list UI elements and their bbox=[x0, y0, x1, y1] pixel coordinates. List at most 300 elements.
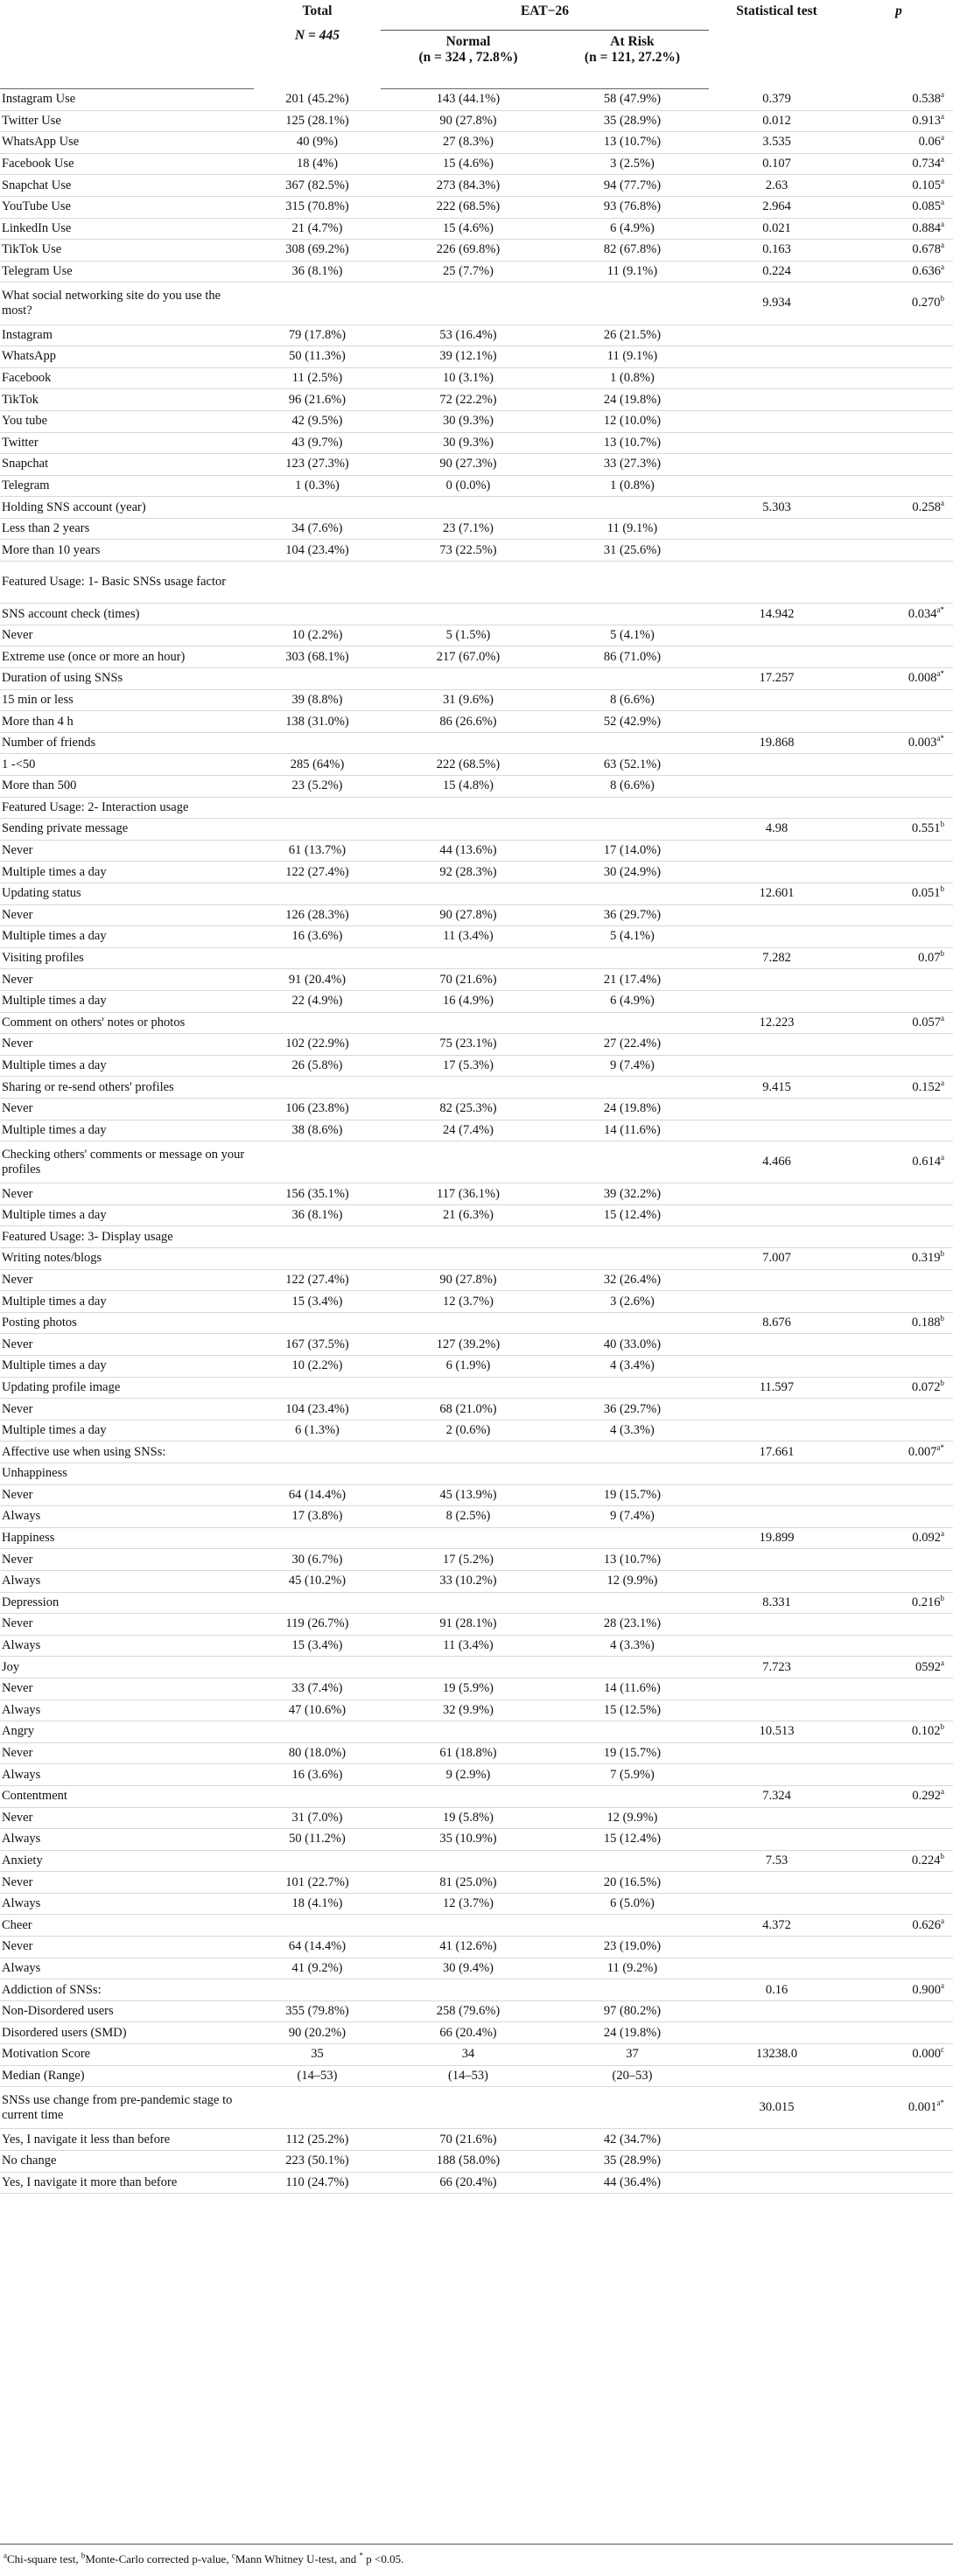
cell-p-value bbox=[844, 1055, 953, 1077]
cell-normal bbox=[381, 1377, 556, 1399]
cell-p-value bbox=[844, 604, 953, 625]
table-row bbox=[0, 990, 953, 1012]
row-label: Always bbox=[0, 1893, 254, 1915]
p-value-superscript: b bbox=[940, 820, 944, 829]
cell-total bbox=[254, 1850, 381, 1872]
p-value-text: 0.626 bbox=[912, 1917, 941, 1932]
cell-stat-test bbox=[709, 2000, 844, 2022]
cell-stat-test bbox=[709, 518, 844, 540]
cell-atrisk bbox=[556, 1077, 709, 1099]
cell-stat-test: 0.107 bbox=[709, 153, 844, 175]
row-label: Yes, I navigate it less than before bbox=[0, 2129, 254, 2151]
table-row bbox=[0, 1958, 953, 1979]
cell-p-value bbox=[844, 1484, 953, 1506]
cell-stat-test: 5.303 bbox=[709, 497, 844, 519]
p-value-superscript: b bbox=[940, 1594, 944, 1603]
row-label: Telegram bbox=[0, 475, 254, 497]
p-value-superscript: a bbox=[941, 1014, 944, 1023]
cell-normal: 10 (3.1%) bbox=[381, 367, 556, 389]
row-label: Multiple times a day bbox=[0, 1055, 254, 1077]
cell-atrisk: 3 (2.5%) bbox=[556, 153, 709, 175]
row-label: Facebook bbox=[0, 367, 254, 389]
cell-atrisk: 19 (15.7%) bbox=[556, 1484, 709, 1506]
cell-total bbox=[254, 1721, 381, 1743]
cell-total: 201 (45.2%) bbox=[254, 89, 381, 111]
cell-p-value bbox=[844, 1570, 953, 1592]
cell-total: 104 (23.4%) bbox=[254, 540, 381, 562]
row-label: Always bbox=[0, 1506, 254, 1528]
cell-p-value bbox=[844, 1614, 953, 1636]
cell-normal bbox=[381, 947, 556, 969]
cell-normal: 70 (21.6%) bbox=[381, 2129, 556, 2151]
table-row bbox=[0, 776, 953, 798]
cell-p-value bbox=[844, 475, 953, 497]
cell-stat-test: 19.868 bbox=[709, 732, 844, 754]
cell-atrisk: 13 (10.7%) bbox=[556, 132, 709, 154]
cell-total: 122 (27.4%) bbox=[254, 862, 381, 883]
p-value-text: 0.06 bbox=[918, 135, 941, 150]
cell-normal bbox=[381, 1850, 556, 1872]
row-label: Always bbox=[0, 1570, 254, 1592]
cell-total: 39 (8.8%) bbox=[254, 689, 381, 711]
cell-total: 23 (5.2%) bbox=[254, 776, 381, 798]
cell-p-value bbox=[844, 1248, 953, 1270]
cell-p-value bbox=[844, 1807, 953, 1829]
row-label: Multiple times a day bbox=[0, 926, 254, 948]
cell-normal: 5 (1.5%) bbox=[381, 625, 556, 646]
cell-p-value bbox=[844, 754, 953, 776]
cell-normal bbox=[381, 1312, 556, 1334]
row-label: Never bbox=[0, 1937, 254, 1958]
cell-atrisk: 8 (6.6%) bbox=[556, 689, 709, 711]
cell-normal: 2 (0.6%) bbox=[381, 1420, 556, 1442]
p-value-superscript: b bbox=[940, 1379, 944, 1388]
table-row bbox=[0, 2044, 953, 2066]
cell-normal: 68 (21.0%) bbox=[381, 1399, 556, 1421]
cell-p-value bbox=[844, 2065, 953, 2087]
header-atrisk-n: (n = 121, 27.2%) bbox=[584, 50, 681, 65]
cell-normal: 73 (22.5%) bbox=[381, 540, 556, 562]
cell-p-value bbox=[844, 432, 953, 454]
cell-stat-test bbox=[709, 410, 844, 432]
table-row bbox=[0, 240, 953, 262]
cell-p-value bbox=[844, 283, 953, 325]
header-normal-label: Normal bbox=[445, 34, 491, 49]
cell-normal: 90 (27.8%) bbox=[381, 904, 556, 926]
cell-total: 50 (11.2%) bbox=[254, 1829, 381, 1851]
cell-total: 125 (28.1%) bbox=[254, 110, 381, 132]
cell-atrisk bbox=[556, 668, 709, 690]
cell-atrisk: 6 (5.0%) bbox=[556, 1893, 709, 1915]
cell-p-value bbox=[844, 240, 953, 262]
cell-atrisk: 15 (12.5%) bbox=[556, 1700, 709, 1721]
cell-atrisk: 37 bbox=[556, 2044, 709, 2066]
cell-stat-test: 0.021 bbox=[709, 218, 844, 240]
cell-normal: 33 (10.2%) bbox=[381, 1570, 556, 1592]
cell-stat-test bbox=[709, 1807, 844, 1829]
table-row bbox=[0, 1356, 953, 1378]
cell-normal: 32 (9.9%) bbox=[381, 1700, 556, 1721]
cell-atrisk: 40 (33.0%) bbox=[556, 1334, 709, 1356]
cell-total: 22 (4.9%) bbox=[254, 990, 381, 1012]
p-value-superscript: b bbox=[940, 1314, 944, 1323]
cell-stat-test bbox=[709, 2129, 844, 2151]
p-value-superscript: a bbox=[941, 1787, 944, 1797]
cell-stat-test: 9.415 bbox=[709, 1077, 844, 1099]
cell-normal: 86 (26.6%) bbox=[381, 711, 556, 733]
row-label: Multiple times a day bbox=[0, 1356, 254, 1378]
cell-total: 355 (79.8%) bbox=[254, 2000, 381, 2022]
cell-atrisk: 35 (28.9%) bbox=[556, 110, 709, 132]
table-row bbox=[0, 497, 953, 519]
cell-total: 104 (23.4%) bbox=[254, 1399, 381, 1421]
cell-total bbox=[254, 1785, 381, 1807]
cell-atrisk: 12 (9.9%) bbox=[556, 1807, 709, 1829]
cell-atrisk: 93 (76.8%) bbox=[556, 196, 709, 218]
table-row bbox=[0, 969, 953, 991]
cell-normal: 11 (3.4%) bbox=[381, 1635, 556, 1657]
cell-atrisk bbox=[556, 604, 709, 625]
table-row bbox=[0, 1807, 953, 1829]
cell-total: 101 (22.7%) bbox=[254, 1872, 381, 1894]
cell-atrisk: 39 (32.2%) bbox=[556, 1183, 709, 1205]
cell-p-value bbox=[844, 1764, 953, 1786]
header-label-blank bbox=[0, 0, 254, 31]
cell-normal: 12 (3.7%) bbox=[381, 1291, 556, 1313]
table-row bbox=[0, 1785, 953, 1807]
table-row bbox=[0, 410, 953, 432]
cell-total bbox=[254, 1012, 381, 1034]
p-value-text: 0.900 bbox=[912, 1982, 941, 1997]
row-label: 15 min or less bbox=[0, 689, 254, 711]
row-label: Extreme use (once or more an hour) bbox=[0, 646, 254, 668]
table-row bbox=[0, 367, 953, 389]
cell-normal: 91 (28.1%) bbox=[381, 1614, 556, 1636]
row-label: Joy bbox=[0, 1657, 254, 1679]
cell-stat-test bbox=[709, 562, 844, 604]
cell-normal bbox=[381, 1463, 556, 1485]
p-value-text: 0.092 bbox=[912, 1531, 941, 1546]
cell-normal: 72 (22.2%) bbox=[381, 389, 556, 411]
cell-stat-test bbox=[709, 1226, 844, 1248]
cell-stat-test bbox=[709, 1570, 844, 1592]
row-label: No change bbox=[0, 2151, 254, 2173]
cell-stat-test bbox=[709, 689, 844, 711]
cell-total: 96 (21.6%) bbox=[254, 389, 381, 411]
table-row bbox=[0, 2151, 953, 2173]
p-value-superscript: a bbox=[941, 133, 944, 143]
cell-atrisk: 30 (24.9%) bbox=[556, 862, 709, 883]
p-value-superscript: a bbox=[941, 1916, 944, 1925]
cell-stat-test: 11.597 bbox=[709, 1377, 844, 1399]
cell-atrisk: 11 (9.1%) bbox=[556, 346, 709, 368]
p-value-text: 0.085 bbox=[912, 199, 941, 214]
table-row bbox=[0, 1248, 953, 1270]
cell-normal bbox=[381, 797, 556, 819]
p-value-superscript: b bbox=[940, 949, 944, 959]
row-label: Twitter Use bbox=[0, 110, 254, 132]
cell-normal: 81 (25.0%) bbox=[381, 1872, 556, 1894]
cell-p-value bbox=[844, 1377, 953, 1399]
cell-normal: 19 (5.9%) bbox=[381, 1678, 556, 1700]
table-row bbox=[0, 646, 953, 668]
p-value-text: 0.102 bbox=[911, 1724, 941, 1739]
cell-stat-test bbox=[709, 646, 844, 668]
cell-p-value bbox=[844, 1291, 953, 1313]
cell-stat-test bbox=[709, 1829, 844, 1851]
row-label: Anxiety bbox=[0, 1850, 254, 1872]
table-row bbox=[0, 1334, 953, 1356]
cell-atrisk: 27 (22.4%) bbox=[556, 1034, 709, 1056]
row-label: Always bbox=[0, 1700, 254, 1721]
table-row bbox=[0, 283, 953, 325]
p-value-superscript: b bbox=[940, 884, 944, 894]
header-p bbox=[844, 0, 953, 89]
p-value-text: 0.884 bbox=[912, 220, 941, 235]
row-label: Instagram bbox=[0, 325, 254, 346]
row-label: Sending private message bbox=[0, 819, 254, 841]
cell-stat-test bbox=[709, 540, 844, 562]
row-label: Multiple times a day bbox=[0, 862, 254, 883]
cell-normal bbox=[381, 1592, 556, 1614]
cell-total: 1 (0.3%) bbox=[254, 475, 381, 497]
cell-total: 102 (22.9%) bbox=[254, 1034, 381, 1056]
p-value-superscript: a bbox=[941, 1529, 944, 1539]
p-value-text: 0.034 bbox=[907, 606, 937, 621]
row-label: You tube bbox=[0, 410, 254, 432]
cell-atrisk: 14 (11.6%) bbox=[556, 1678, 709, 1700]
table-row bbox=[0, 1893, 953, 1915]
cell-p-value bbox=[844, 1226, 953, 1248]
row-label: Snapchat Use bbox=[0, 175, 254, 197]
cell-total bbox=[254, 1377, 381, 1399]
cell-atrisk: 44 (36.4%) bbox=[556, 2172, 709, 2194]
cell-stat-test: 9.934 bbox=[709, 283, 844, 325]
cell-total: 138 (31.0%) bbox=[254, 711, 381, 733]
cell-atrisk: 13 (10.7%) bbox=[556, 432, 709, 454]
p-value-superscript: b bbox=[940, 1852, 944, 1861]
cell-total bbox=[254, 1442, 381, 1463]
cell-p-value bbox=[844, 969, 953, 991]
cell-p-value bbox=[844, 1742, 953, 1764]
p-value-superscript: a bbox=[941, 1153, 944, 1162]
cell-total bbox=[254, 497, 381, 519]
row-label: Never bbox=[0, 1034, 254, 1056]
p-value-text: 0.152 bbox=[912, 1079, 941, 1094]
p-value-text: 0.270 bbox=[911, 296, 941, 311]
cell-total: 106 (23.8%) bbox=[254, 1098, 381, 1120]
table-row bbox=[0, 840, 953, 862]
row-label: Always bbox=[0, 1635, 254, 1657]
cell-atrisk: 21 (17.4%) bbox=[556, 969, 709, 991]
cell-total bbox=[254, 562, 381, 604]
cell-p-value bbox=[844, 261, 953, 283]
p-value-superscript: a bbox=[941, 241, 944, 250]
cell-total bbox=[254, 1527, 381, 1549]
cell-total: 21 (4.7%) bbox=[254, 218, 381, 240]
cell-p-value bbox=[844, 1527, 953, 1549]
cell-atrisk bbox=[556, 2087, 709, 2129]
table-row bbox=[0, 562, 953, 604]
row-label: Instagram Use bbox=[0, 89, 254, 111]
cell-p-value bbox=[844, 689, 953, 711]
p-value-superscript: c bbox=[941, 2045, 944, 2055]
cell-normal: 258 (79.6%) bbox=[381, 2000, 556, 2022]
cell-normal: 9 (2.9%) bbox=[381, 1764, 556, 1786]
p-value-superscript: b bbox=[940, 294, 944, 304]
cell-p-value bbox=[844, 1979, 953, 2001]
cell-p-value bbox=[844, 947, 953, 969]
row-label: Depression bbox=[0, 1592, 254, 1614]
p-value-text: 0.734 bbox=[912, 157, 941, 171]
cell-atrisk: 82 (67.8%) bbox=[556, 240, 709, 262]
cell-stat-test bbox=[709, 1678, 844, 1700]
cell-p-value bbox=[844, 562, 953, 604]
cell-normal: 222 (68.5%) bbox=[381, 754, 556, 776]
table-row bbox=[0, 1657, 953, 1679]
cell-normal bbox=[381, 1248, 556, 1270]
p-value-text: 0.001 bbox=[907, 2100, 937, 2115]
p-value-text: 0.072 bbox=[911, 1379, 941, 1394]
cell-atrisk bbox=[556, 1915, 709, 1937]
table-row bbox=[0, 904, 953, 926]
table-row bbox=[0, 261, 953, 283]
cell-normal: 35 (10.9%) bbox=[381, 1829, 556, 1851]
cell-normal: 0 (0.0%) bbox=[381, 475, 556, 497]
table-row bbox=[0, 883, 953, 904]
cell-stat-test bbox=[709, 990, 844, 1012]
cell-p-value bbox=[844, 1442, 953, 1463]
p-value-text: 0.224 bbox=[911, 1853, 941, 1867]
cell-normal bbox=[381, 1657, 556, 1679]
row-label: What social networking site do you use the most? bbox=[0, 283, 254, 325]
cell-atrisk bbox=[556, 1657, 709, 1679]
table-row bbox=[0, 454, 953, 476]
cell-p-value bbox=[844, 1549, 953, 1571]
table-row bbox=[0, 1979, 953, 2001]
table-row bbox=[0, 604, 953, 625]
table-row bbox=[0, 1442, 953, 1463]
cell-normal: 25 (7.7%) bbox=[381, 261, 556, 283]
cell-atrisk: 12 (10.0%) bbox=[556, 410, 709, 432]
table-row bbox=[0, 1141, 953, 1183]
cell-p-value bbox=[844, 1872, 953, 1894]
cell-p-value bbox=[844, 132, 953, 154]
cell-normal bbox=[381, 2087, 556, 2129]
row-label: Never bbox=[0, 1549, 254, 1571]
cell-atrisk: 35 (28.9%) bbox=[556, 2151, 709, 2173]
p-value-superscript: a bbox=[941, 498, 944, 507]
p-value-text: 0.188 bbox=[911, 1316, 941, 1330]
table-row bbox=[0, 1937, 953, 1958]
cell-stat-test: 7.282 bbox=[709, 947, 844, 969]
table-row bbox=[0, 797, 953, 819]
cell-atrisk: 6 (4.9%) bbox=[556, 218, 709, 240]
table-row bbox=[0, 2129, 953, 2151]
cell-p-value bbox=[844, 1937, 953, 1958]
cell-stat-test bbox=[709, 1034, 844, 1056]
cell-normal: 39 (12.1%) bbox=[381, 346, 556, 368]
table-row bbox=[0, 754, 953, 776]
p-value-text: 0.614 bbox=[912, 1155, 941, 1169]
cell-stat-test bbox=[709, 1463, 844, 1485]
cell-total: 15 (3.4%) bbox=[254, 1635, 381, 1657]
cell-total: 31 (7.0%) bbox=[254, 1807, 381, 1829]
table-row bbox=[0, 325, 953, 346]
p-value-text: 0.008 bbox=[907, 671, 937, 686]
cell-stat-test: 7.007 bbox=[709, 1248, 844, 1270]
row-label: Less than 2 years bbox=[0, 518, 254, 540]
cell-atrisk: 33 (27.3%) bbox=[556, 454, 709, 476]
cell-atrisk: 58 (47.9%) bbox=[556, 89, 709, 111]
cell-atrisk: 11 (9.1%) bbox=[556, 261, 709, 283]
table-row bbox=[0, 2172, 953, 2194]
cell-normal bbox=[381, 1012, 556, 1034]
header-p-label: p bbox=[895, 3, 902, 18]
row-label: Never bbox=[0, 840, 254, 862]
cell-p-value bbox=[844, 1463, 953, 1485]
table-row bbox=[0, 1721, 953, 1743]
row-label: Snapchat bbox=[0, 454, 254, 476]
table-row bbox=[0, 432, 953, 454]
cell-total: 18 (4%) bbox=[254, 153, 381, 175]
cell-p-value bbox=[844, 410, 953, 432]
table-row bbox=[0, 1742, 953, 1764]
cell-normal: 61 (18.8%) bbox=[381, 1742, 556, 1764]
cell-normal: 17 (5.2%) bbox=[381, 1549, 556, 1571]
row-label: Addiction of SNSs: bbox=[0, 1979, 254, 2001]
cell-total bbox=[254, 283, 381, 325]
row-label: Always bbox=[0, 1958, 254, 1979]
cell-stat-test bbox=[709, 797, 844, 819]
cell-atrisk: 15 (12.4%) bbox=[556, 1829, 709, 1851]
row-label: Multiple times a day bbox=[0, 1291, 254, 1313]
cell-normal: 127 (39.2%) bbox=[381, 1334, 556, 1356]
table-row bbox=[0, 175, 953, 197]
p-value-superscript: a* bbox=[936, 1442, 944, 1452]
table-row bbox=[0, 1399, 953, 1421]
table-row bbox=[0, 862, 953, 883]
p-value-text: 0.051 bbox=[911, 886, 941, 901]
row-label: More than 500 bbox=[0, 776, 254, 798]
row-label: Updating profile image bbox=[0, 1377, 254, 1399]
cell-total bbox=[254, 1226, 381, 1248]
cell-total: 223 (50.1%) bbox=[254, 2151, 381, 2173]
cell-atrisk bbox=[556, 1312, 709, 1334]
cell-p-value bbox=[844, 2022, 953, 2044]
p-value-text: 0.07 bbox=[918, 951, 941, 966]
table-row bbox=[0, 110, 953, 132]
cell-stat-test: 0.16 bbox=[709, 1979, 844, 2001]
cell-stat-test bbox=[709, 1183, 844, 1205]
cell-stat-test bbox=[709, 1399, 844, 1421]
cell-total bbox=[254, 1979, 381, 2001]
row-label: Duration of using SNSs bbox=[0, 668, 254, 690]
cell-normal: 15 (4.6%) bbox=[381, 218, 556, 240]
cell-p-value bbox=[844, 1399, 953, 1421]
cell-total bbox=[254, 1592, 381, 1614]
table-row bbox=[0, 819, 953, 841]
p-value-superscript: a bbox=[941, 112, 944, 122]
cell-total: 80 (18.0%) bbox=[254, 1742, 381, 1764]
cell-atrisk: 19 (15.7%) bbox=[556, 1742, 709, 1764]
cell-normal: 90 (27.3%) bbox=[381, 454, 556, 476]
cell-normal: 41 (12.6%) bbox=[381, 1937, 556, 1958]
cell-total: 156 (35.1%) bbox=[254, 1183, 381, 1205]
cell-atrisk: 1 (0.8%) bbox=[556, 475, 709, 497]
cell-p-value bbox=[844, 1269, 953, 1291]
cell-stat-test bbox=[709, 346, 844, 368]
